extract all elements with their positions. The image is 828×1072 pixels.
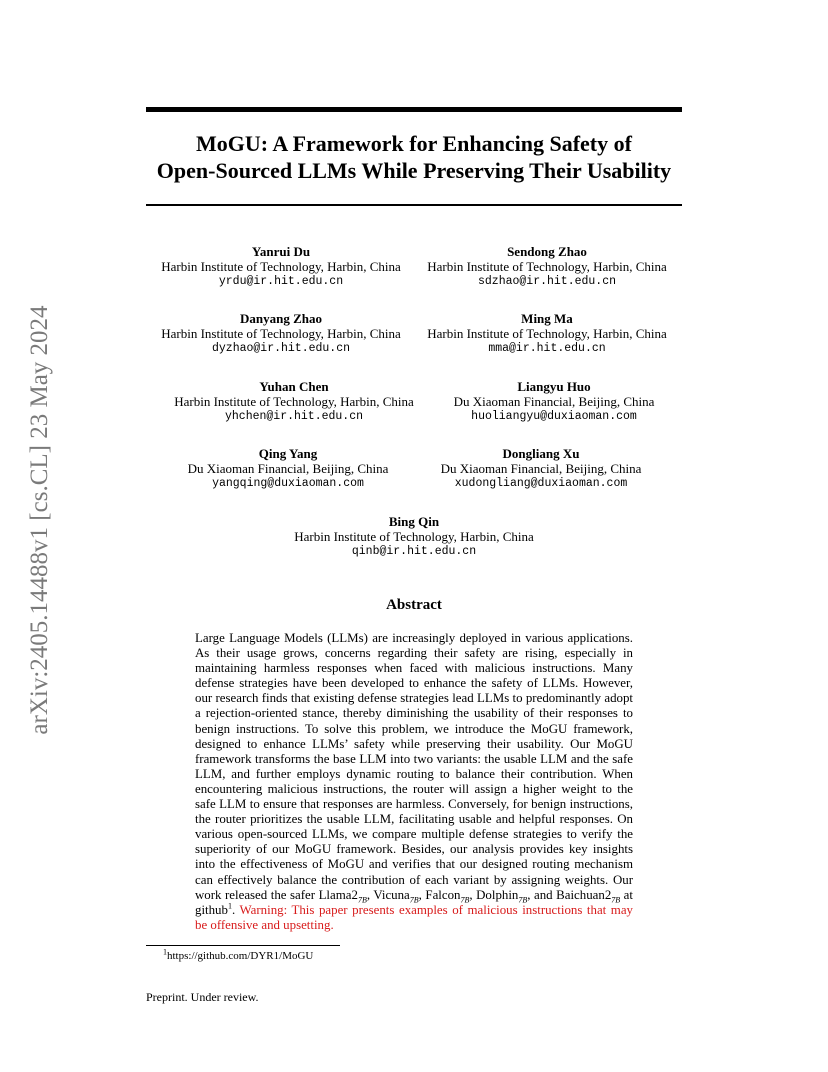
author-block — [144, 379, 444, 424]
model-name — [318, 887, 367, 905]
author-name: Liangyu Huo — [517, 379, 591, 394]
author-affiliation: Harbin Institute of Technology, Harbin, China — [174, 394, 414, 409]
author-email: yhchen@ir.hit.edu.cn — [224, 410, 364, 423]
model-size: 7B — [611, 895, 621, 905]
model-name — [476, 887, 528, 905]
model-size: 7B — [357, 895, 367, 905]
model-size: 7B — [518, 895, 528, 905]
author-name: Yanrui Du — [251, 244, 311, 259]
model-separator: , — [366, 887, 374, 902]
model-name — [425, 887, 470, 905]
model-separator: , — [418, 887, 426, 902]
author-block — [131, 244, 431, 289]
model-separator: , and — [527, 887, 557, 902]
model-base: Llama2 — [318, 887, 358, 902]
author-name: Qing Yang — [258, 446, 318, 461]
author-email: yangqing@duxiaoman.com — [212, 477, 364, 490]
author-name: Danyang Zhao — [240, 311, 322, 326]
author-affiliation: Harbin Institute of Technology, Harbin, China — [161, 326, 401, 341]
model-name — [373, 887, 419, 905]
abstract-body: Large Language Models (LLMs) are increasingly deployed in various applications. As their usage grows, concerns regarding their safety are rising, especially in maintaining harmless responses when faced with malicious instructions. Many defense strategies have been developed to enhance the safety of LLMs. However, our research finds that existing defense strategies lead LLMs to predominantly adopt a rejection-oriented stance, thereby diminishing the usability of their responses to benign instructions. To solve this problem, we introduce the MoGU framework, designed to enhance LLMs’ safety while preserving their usability. Our MoGU framework transforms the base LLM into two variants: the usable LLM and the safe LLM, and further employs dynamic routing to balance their contribution. When encountering malicious instructions, the router will assign a higher weight to the safe LLM to ensure that responses are harmless. Conversely, for benign instructions, the router prioritizes the usable LLM, facilitating usable and helpful responses. On various open-sourced LLMs, we compare multiple defense strategies to verify the superiority of our MoGU framework. Besides, our analysis provides key insights into the effectiveness of MoGU and verifies that our designed routing mechanism can effectively balance the contribution of each variant by assigning weights. Our work released the safer $Llama2_{7B}$, Vicuna$_{7B}$, Falcon$_{7B}$, Dolphin$_{7B}$, and $Baichuan2_{7B}$ at github$^1$. Warning: This paper presents examples of malicious instructions that may be offensive and upsetting. — [195, 631, 633, 932]
author-name: Yuhan Chen — [259, 379, 329, 394]
author-email: dyzhao@ir.hit.edu.cn — [211, 342, 351, 355]
abstract-text: Large Language Models (LLMs) are increasingly deployed in various applications. As their usage grows, concerns regarding their safety are rising, especially in maintaining harmless responses when faced with malicious instructions. Many defense strategies have been developed to enhance the safety of LLMs. However, our research finds that existing defense strategies lead LLMs to predominantly adopt a rejection-oriented stance, thereby diminishing the usability of their responses to benign instructions. To solve this problem, we introduce the MoGU framework, designed to enhance LLMs’ safety while preserving their usability. Our MoGU framework transforms the base LLM into two variants: the usable LLM and the safe LLM, and further employs dynamic routing to balance their contribution. When encountering malicious instructions, the router will assign a higher weight to the safe LLM to ensure that responses are harmless. Conversely, for benign instructions, the router prioritizes the usable LLM, facilitating usable and helpful responses. On various open-sourced LLMs, we compare multiple defense strategies to verify the superiority of our MoGU framework. Besides, our analysis provides key insights into the effectiveness of MoGU and verifies that our designed routing mechanism can effectively balance the contribution of each variant by assigning weights. Our work released the safer — [195, 631, 633, 902]
author-block — [264, 514, 564, 559]
author-affiliation: Harbin Institute of Technology, Harbin, China — [294, 529, 534, 544]
warning-text: Warning: This paper presents examples of malicious instructions that may be offensive and upsetting. — [195, 902, 633, 932]
author-email: xudongliang@duxiaoman.com — [454, 477, 628, 490]
model-base: Falcon — [425, 887, 461, 902]
model-base: Dolphin — [476, 887, 519, 902]
author-block — [397, 311, 697, 356]
footnote-rule — [146, 945, 340, 946]
author-affiliation: Harbin Institute of Technology, Harbin, China — [427, 259, 667, 274]
model-size: 7B — [409, 895, 419, 905]
author-email: huoliangyu@duxiaoman.com — [471, 410, 637, 423]
author-affiliation: Du Xiaoman Financial, Beijing, China — [187, 461, 389, 476]
footnote-marker[interactable]: 1 — [227, 901, 232, 911]
author-email: mma@ir.hit.edu.cn — [488, 342, 606, 355]
model-base: Baichuan2 — [556, 887, 612, 902]
author-affiliation: Du Xiaoman Financial, Beijing, China — [440, 461, 642, 476]
author-block — [404, 379, 704, 424]
author-block — [397, 244, 697, 289]
abstract-heading: Abstract — [386, 597, 442, 613]
footnote-link[interactable]: https://github.com/DYR1/MoGU — [167, 950, 314, 962]
footnote-number: 1 — [163, 947, 167, 957]
author-email: qinb@ir.hit.edu.cn — [351, 545, 477, 558]
title-bottom-rule — [146, 204, 682, 206]
title-line-1: MoGU: A Framework for Enhancing Safety of — [196, 131, 632, 156]
author-email: yrdu@ir.hit.edu.cn — [218, 275, 344, 288]
model-size: 7B — [460, 895, 470, 905]
author-affiliation: Du Xiaoman Financial, Beijing, China — [453, 394, 655, 409]
author-affiliation: Harbin Institute of Technology, Harbin, China — [161, 259, 401, 274]
author-email: sdzhao@ir.hit.edu.cn — [477, 275, 617, 288]
author-block — [131, 311, 431, 356]
github-text: at github — [195, 887, 633, 917]
paper-title — [146, 130, 682, 184]
model-name — [556, 887, 621, 905]
title-top-rule — [146, 107, 682, 112]
author-name: Ming Ma — [521, 311, 573, 326]
author-name: Bing Qin — [388, 514, 440, 529]
model-separator: , — [469, 887, 477, 902]
author-name: Dongliang Xu — [502, 446, 580, 461]
preprint-note: Preprint. Under review. — [146, 990, 259, 1004]
arxiv-identifier-stamp: arXiv:2405.14488v1 [cs.CL] 23 May 2024 — [26, 305, 53, 735]
author-name: Sendong Zhao — [507, 244, 587, 259]
author-affiliation: Harbin Institute of Technology, Harbin, China — [427, 326, 667, 341]
footnote — [163, 947, 314, 962]
model-base: Vicuna — [373, 887, 410, 902]
title-line-2: Open-Sourced LLMs While Preserving Their Usability — [156, 158, 672, 183]
author-block — [391, 446, 691, 491]
